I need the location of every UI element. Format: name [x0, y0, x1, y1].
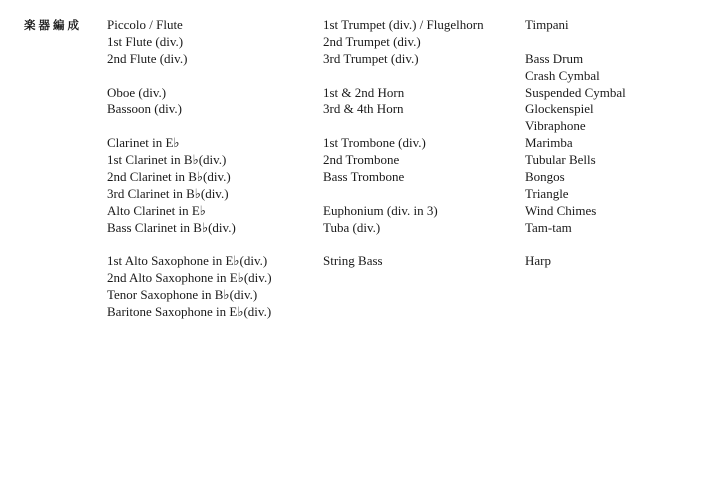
- group-spacer: [323, 68, 484, 85]
- instrument-item: Tuba (div.): [323, 219, 381, 235]
- group-spacer: [525, 237, 626, 254]
- group-spacer: [525, 34, 626, 51]
- instrument-item: Vibraphone: [525, 118, 586, 134]
- group-spacer: [107, 118, 272, 135]
- instrument-item: Timpani: [525, 17, 569, 32]
- instrument-item: 1st Flute (div.): [107, 33, 184, 49]
- instrument-item: 1st Alto Saxophone in E♭(div.): [107, 253, 268, 269]
- instrument-item: Bassoon (div.): [107, 101, 182, 117]
- instrument-item: String Bass: [323, 253, 383, 269]
- instrument-item: 2nd Trombone: [323, 152, 400, 168]
- instrument-item: Bass Trombone: [323, 169, 405, 185]
- brass-column: [323, 17, 484, 270]
- instrument-item: Euphonium (div. in 3): [323, 202, 438, 218]
- instrument-item: 3rd Clarinet in B♭(div.): [107, 185, 229, 201]
- instrument-item: 1st Clarinet in B♭(div.): [107, 152, 227, 168]
- instrument-item: Tam-tam: [525, 219, 572, 235]
- woodwinds-column: [107, 17, 272, 321]
- instrument-item: Alto Clarinet in E♭: [107, 202, 206, 218]
- instrument-item: Tubular Bells: [525, 152, 596, 168]
- instrument-item: 1st Trumpet (div.) / Flugelhorn: [323, 17, 484, 32]
- group-spacer: [107, 68, 272, 85]
- instrument-item: Marimba: [525, 135, 573, 151]
- instrument-item: Glockenspiel: [525, 101, 594, 117]
- instrument-item: Harp: [525, 253, 551, 269]
- instrument-item: Triangle: [525, 185, 569, 201]
- instrument-item: Clarinet in E♭: [107, 135, 180, 151]
- instrument-item: 3rd Trumpet (div.): [323, 50, 419, 66]
- instrument-item: 2nd Alto Saxophone in E♭(div.): [107, 270, 272, 286]
- instrument-item: Piccolo / Flute: [107, 17, 183, 32]
- group-spacer: [323, 237, 484, 254]
- instrument-item: Suspended Cymbal: [525, 84, 626, 100]
- instrument-item: Tenor Saxophone in B♭(div.): [107, 287, 258, 303]
- instrument-item: 1st Trombone (div.): [323, 135, 426, 151]
- percussion-column: [525, 17, 626, 270]
- group-spacer: [323, 118, 484, 135]
- instrument-item: Bongos: [525, 169, 565, 185]
- instrument-item: Oboe (div.): [107, 84, 167, 100]
- instrument-item: 2nd Trumpet (div.): [323, 33, 421, 49]
- instrument-item: Crash Cymbal: [525, 67, 600, 83]
- instrumentation-heading: 楽器編成: [24, 18, 82, 32]
- instrument-item: Bass Drum: [525, 50, 584, 66]
- instrument-item: 3rd & 4th Horn: [323, 101, 404, 117]
- instrument-item: Bass Clarinet in B♭(div.): [107, 219, 236, 235]
- group-spacer: [107, 237, 272, 254]
- instrument-item: Baritone Saxophone in E♭(div.): [107, 304, 272, 320]
- instrument-item: 1st & 2nd Horn: [323, 84, 405, 100]
- instrument-item: 2nd Clarinet in B♭(div.): [107, 169, 231, 185]
- instrument-item: 2nd Flute (div.): [107, 50, 188, 66]
- group-spacer: [323, 186, 484, 203]
- instrument-item: Wind Chimes: [525, 202, 597, 218]
